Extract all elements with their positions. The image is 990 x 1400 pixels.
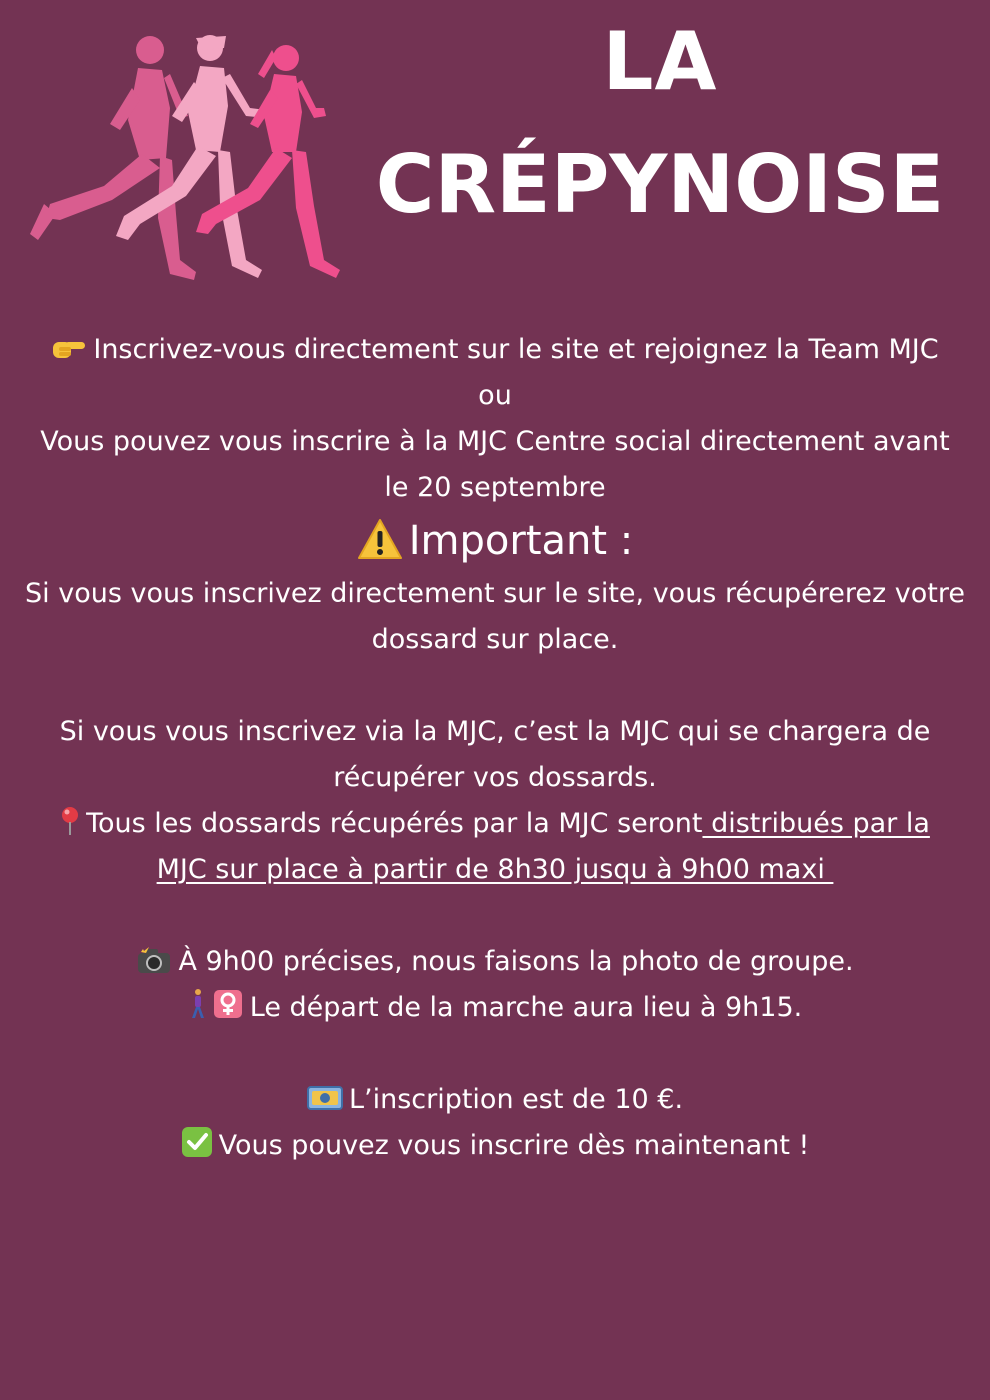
departure-text: Le départ de la marche aura lieu à 9h15. xyxy=(249,992,803,1023)
mjc-info-line-3 xyxy=(0,801,990,847)
important-heading-text: Important : xyxy=(408,518,634,564)
departure-line xyxy=(0,985,990,1031)
register-now-text: Vous pouvez vous inscrire dès maintenant ! xyxy=(218,1130,810,1161)
photo-text: À 9h00 précises, nous faisons la photo de groupe. xyxy=(178,946,854,977)
title-line-2: CRÉPYNOISE xyxy=(375,138,945,231)
intro-line-1 xyxy=(0,327,990,373)
runners-silhouette-icon xyxy=(20,28,350,298)
mjc-info-line-2: récupérer vos dossards. xyxy=(333,762,657,793)
site-info-line-1: Si vous vous inscrivez directement sur le site, vous récupérerez votre xyxy=(25,578,965,609)
site-info-line-2: dossard sur place. xyxy=(371,624,619,655)
euro-banknote-icon xyxy=(307,1084,343,1112)
mjc-info-underlined-2: MJC sur place à partir de 8h30 jusqu à 9h00 maxi xyxy=(156,854,834,885)
register-now-line xyxy=(0,1123,990,1169)
mjc-info-underlined-1: distribués par la xyxy=(702,808,930,839)
photo-line xyxy=(0,939,990,985)
price-line xyxy=(0,1077,990,1123)
runner-1-silhouette xyxy=(30,36,196,280)
check-mark-icon xyxy=(181,1126,213,1158)
mjc-info-line-1: Si vous vous inscrivez via la MJC, c’est la MJC qui se chargera de xyxy=(59,716,931,747)
mjc-info-text-3: Tous les dossards récupérés par la MJC seront xyxy=(86,808,703,839)
poster-title xyxy=(350,12,970,240)
intro-text-1: Inscrivez-vous directement sur le site et rejoignez la Team MJC xyxy=(93,334,939,365)
pointing-hand-icon xyxy=(51,336,87,362)
poster-body xyxy=(0,327,990,1169)
price-text: L’inscription est de 10 €. xyxy=(348,1084,684,1115)
intro-line-3: Vous pouvez vous inscrire à la MJC Centre social directement avant xyxy=(40,426,950,457)
pushpin-icon xyxy=(60,806,80,836)
woman-walking-icon xyxy=(188,988,244,1020)
title-line-1: LA xyxy=(602,15,718,108)
warning-icon xyxy=(357,518,403,560)
important-heading xyxy=(0,511,990,571)
camera-flash-icon xyxy=(136,944,172,974)
mjc-info-line-4 xyxy=(0,847,990,893)
intro-line-4: le 20 septembre xyxy=(384,472,606,503)
intro-line-2: ou xyxy=(478,380,512,411)
